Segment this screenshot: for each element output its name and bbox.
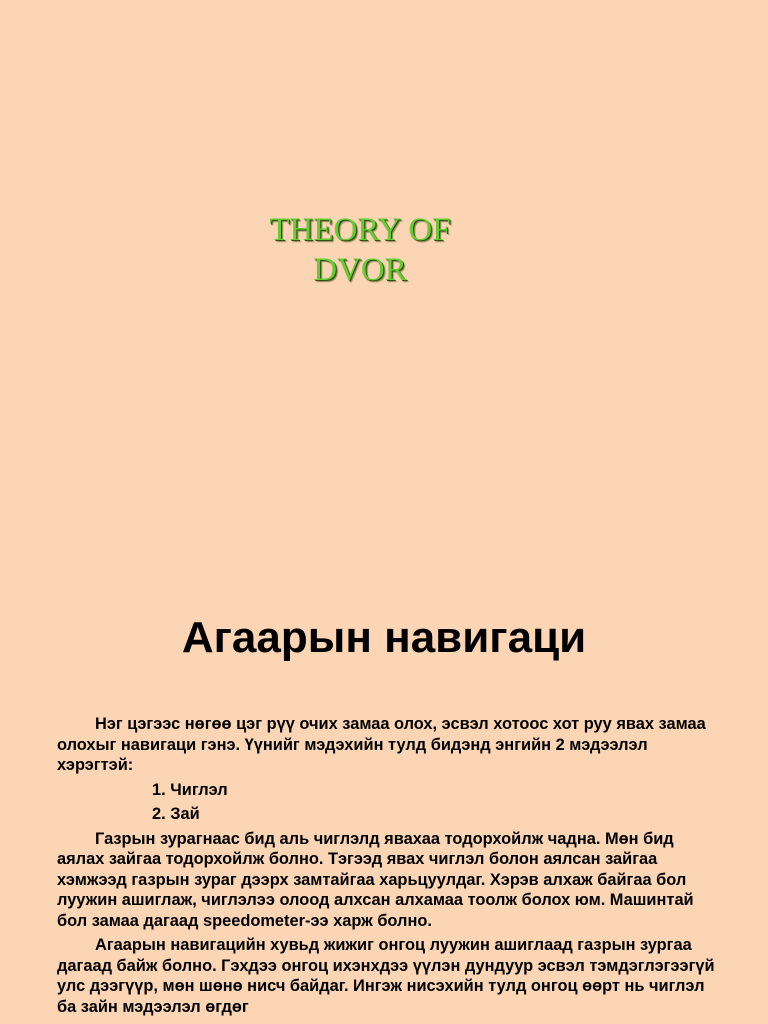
document-body [57, 714, 725, 1021]
paragraph-1: Нэг цэгээс нөгөө цэг рүү очих замаа олох, эсвэл хотоос хот руу явах замаа олохыг навигаци гэнэ. Үүнийг мэдэхийн тулд бидэнд энгийн 2 мэдээлэл хэрэгтэй: [57, 715, 706, 774]
slide-title [200, 210, 520, 290]
slide-title-line-1: THEORY OF [269, 212, 451, 248]
info-list [57, 780, 725, 825]
paragraph-3: Агаарын навигацийн хувьд жижиг онгоц луужин ашиглаад газрын зургаа дагаад байж болно. Гэхдээ онгоц ихэнхдээ үүлэн дундуур эсвэл тэмдэглэгээгүй улс дээгүүр, мөн шөнө нисч байдаг. Ингэж нисэхийн тулд онгоц өөрт нь чиглэл ба зайн мэдээлэл өгдөг [57, 936, 715, 1016]
list-item-direction: 1. Чиглэл [152, 780, 228, 799]
slide-title-line-2: DVOR [313, 252, 407, 288]
paragraph-2: Газрын зурагнаас бид аль чиглэлд явахаа тодорхойлж чадна. Мөн бид аялах зайгаа тодорхойлж болно. Тэгээд явах чиглэл болон аялсан зайгаа хэмжээд газрын зураг дээрх замтайгаа харьцуулдаг. Хэрэв алхаж байгаа бол луужин ашиглаж, чиглэлээ олоод алхсан алхамаа тоолж болох юм. Машинтай бол замаа дагаад speedometer-ээ харж болно. [57, 829, 694, 930]
document-heading: Агаарын навигаци [181, 613, 587, 662]
list-item-distance: 2. Зай [152, 805, 200, 823]
